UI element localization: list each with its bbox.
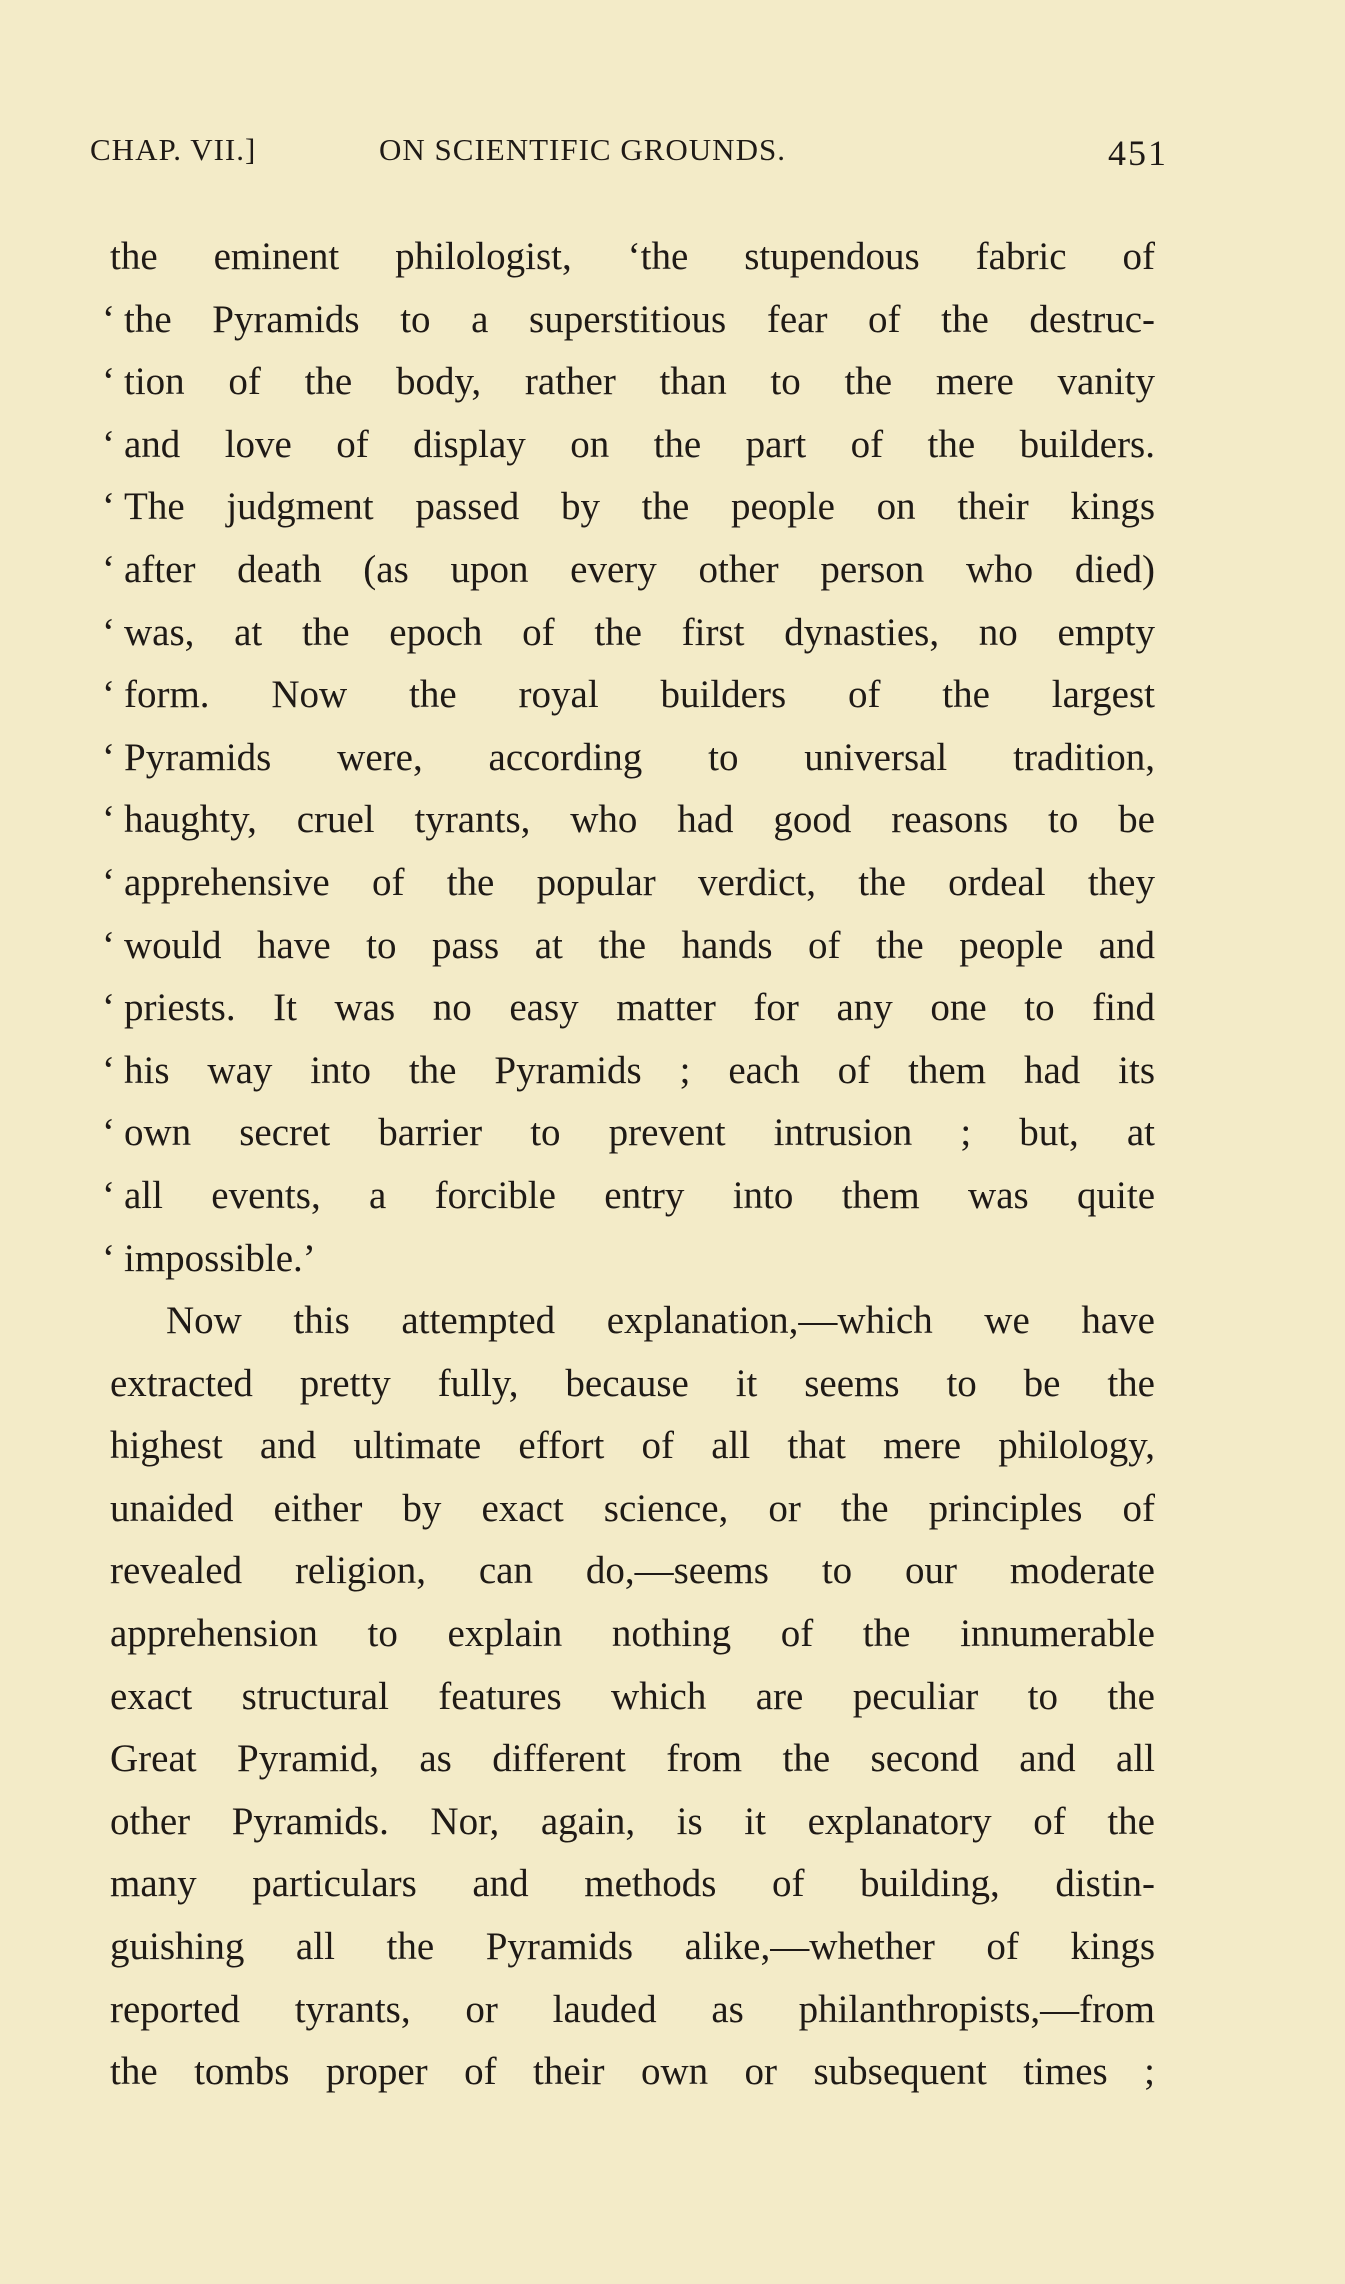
text-line-content: priests. It was no easy matter for any one to find <box>124 986 1155 1030</box>
chapter-label: CHAP. VII.] <box>90 132 257 167</box>
text-line <box>102 414 1155 477</box>
text-line: other Pyramids. Nor, again, is it explanatory of the <box>110 1799 1155 1843</box>
text-line <box>102 476 1155 539</box>
text-line <box>102 351 1155 414</box>
text-line: the eminent philologist, ‘the stupendous fabric of <box>110 235 1155 278</box>
page-number: 451 <box>1108 133 1168 173</box>
text-line <box>102 289 1155 352</box>
text-line-content: after death (as upon every other person who died) <box>124 547 1155 591</box>
quote-mark: ‘ <box>102 923 115 967</box>
text-line-content: The judgment passed by the people on their kings <box>124 485 1155 529</box>
text-line-content: all events, a forcible entry into them was quite <box>124 1173 1155 1217</box>
text-line <box>102 664 1155 727</box>
quote-mark: ‘ <box>102 422 115 466</box>
quote-mark: ‘ <box>102 1048 115 1092</box>
quote-mark: ‘ <box>102 610 115 654</box>
quote-mark: ‘ <box>102 860 115 904</box>
text-line <box>102 789 1155 852</box>
text-line-content: own secret barrier to prevent intrusion ; but, at <box>124 1111 1155 1155</box>
text-line <box>102 1040 1155 1103</box>
quote-mark: ‘ <box>102 297 115 341</box>
text-line <box>102 1165 1155 1228</box>
quote-mark: ‘ <box>102 1173 115 1217</box>
text-line: apprehension to explain nothing of the innumerable <box>110 1612 1155 1656</box>
text-line-content: and love of display on the part of the builders. <box>124 422 1155 466</box>
quote-mark: ‘ <box>102 485 115 529</box>
text-line <box>102 915 1155 978</box>
text-line-content: Pyramids were, according to universal tradition, <box>124 735 1155 779</box>
quote-mark: ‘ <box>102 798 115 842</box>
quote-mark: ‘ <box>102 547 115 591</box>
running-head <box>90 132 1168 182</box>
text-line: guishing all the Pyramids alike,—whether of kings <box>110 1925 1155 1969</box>
text-line-content: tion of the body, rather than to the mere vanity <box>124 360 1155 404</box>
quote-mark: ‘ <box>102 735 115 779</box>
text-line: reported tyrants, or lauded as philanthropists,—from <box>110 1987 1155 2031</box>
text-line: Great Pyramid, as different from the second and all <box>110 1737 1155 1781</box>
paragraph-start-line: Now this attempted explanation,—which we have <box>166 1299 1155 1343</box>
text-line <box>102 1102 1155 1165</box>
text-line-content: was, at the epoch of the first dynasties, no empty <box>124 610 1155 654</box>
text-line-content: impossible.’ <box>124 1236 316 1280</box>
text-line <box>102 1228 1155 1291</box>
quote-mark: ‘ <box>102 986 115 1030</box>
text-line: many particulars and methods of building, distin- <box>110 1862 1155 1906</box>
text-line-content: the Pyramids to a superstitious fear of the destruc- <box>124 297 1155 341</box>
text-line <box>102 977 1155 1040</box>
text-line: highest and ultimate effort of all that mere philology, <box>110 1424 1155 1468</box>
text-line: extracted pretty fully, because it seems to be the <box>110 1361 1155 1405</box>
quote-mark: ‘ <box>102 360 115 404</box>
body-text <box>102 226 1155 2104</box>
text-line: the tombs proper of their own or subsequent times ; <box>110 2050 1155 2094</box>
text-line <box>102 539 1155 602</box>
section-title: ON SCIENTIFIC GROUNDS. <box>379 132 786 167</box>
text-line-content: his way into the Pyramids ; each of them had its <box>124 1048 1155 1092</box>
text-line <box>102 852 1155 915</box>
text-line-content: haughty, cruel tyrants, who had good reasons to be <box>124 798 1155 842</box>
text-line-content: apprehensive of the popular verdict, the ordeal they <box>124 860 1155 904</box>
text-line <box>102 727 1155 790</box>
text-line: revealed religion, can do,—seems to our moderate <box>110 1549 1155 1593</box>
text-line-content: form. Now the royal builders of the largest <box>124 673 1155 717</box>
quote-mark: ‘ <box>102 1111 115 1155</box>
quote-mark: ‘ <box>102 1236 115 1280</box>
quote-mark: ‘ <box>102 673 115 717</box>
text-line: exact structural features which are peculiar to the <box>110 1674 1155 1718</box>
text-line <box>102 602 1155 665</box>
text-line: unaided either by exact science, or the principles of <box>110 1486 1155 1530</box>
text-line-content: would have to pass at the hands of the people and <box>124 923 1155 967</box>
